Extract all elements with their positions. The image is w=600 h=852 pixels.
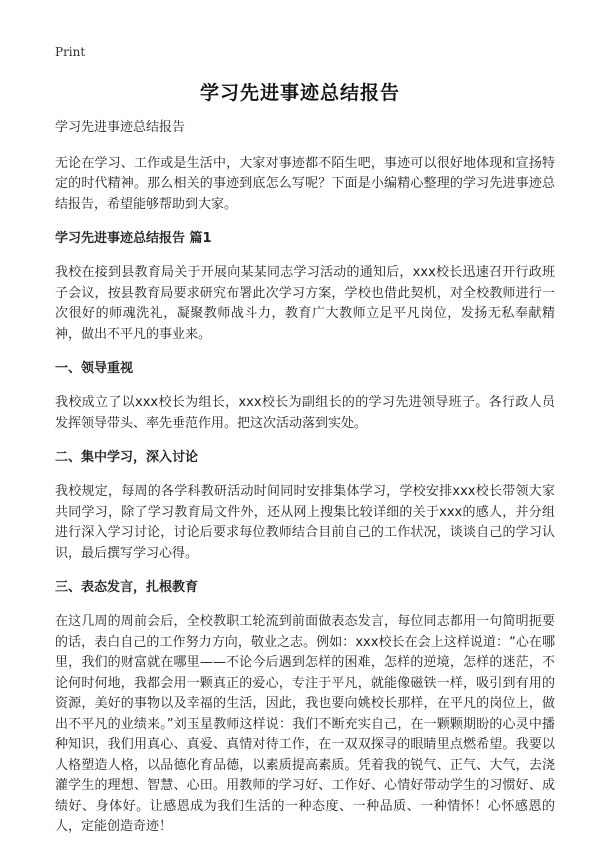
print-link[interactable]: Print — [55, 45, 86, 59]
intro-paragraph: 无论在学习、工作或是生活中，大家对事迹都不陌生吧，事迹可以很好地体现和宣扬特定的时代精神。那么相关的事迹到底怎么写呢？下面是小编精心整理的学习先进事迹总结报告，希望能够帮助到大家。 — [55, 155, 555, 212]
document-subtitle: 学习先进事迹总结报告 — [55, 120, 186, 135]
document-body — [55, 118, 555, 852]
heading-speech: 三、表态发言，扎根教育 — [55, 580, 199, 595]
paragraph-4: 在这几周的周前会后，全校教职工轮流到前面做表态发言，每位同志都用一句简明扼要的话，表白自己的工作努力方向，敬业之志。例如：xxx校长在会上这样说道：“心在哪里，我们的财富就在哪里——不论今后遇到怎样的困难，怎样的逆境，怎样的迷茫，不论何时何地，我都会用一颗真正的爱心，专注于平凡，就能像磁铁一样，吸引到有用的资源，美好的事物以及幸福的生活，因此，我也要向姚校长那样，在平凡的岗位上，做出不平凡的业绩来。”刘玉星教师这样说：我们不断充实自己，在一颗颗期盼的心灵中播种知识，我们用真心、真爱、真情对待工作，在一双双探寻的眼睛里点燃希望。我要以人格塑造人格，以品德化育品德，以素质提高素质。凭着我的锐气、正气、大气，去浇灌学生的理想、智慧、心田。用教师的学习好、工作好、心情好带动学生的习惯好、成绩好、身体好。让感恩成为我们生活的一种态度、一种品质、一种情怀！心怀感恩的人，定能创造奇迹！ — [55, 614, 555, 834]
section-heading: 学习先进事迹总结报告 篇1 — [55, 231, 212, 246]
heading-leadership: 一、领导重视 — [55, 361, 134, 376]
document-title: 学习先进事迹总结报告 — [199, 82, 400, 104]
paragraph-2: 我校成立了以xxx校长为组长，xxx校长为副组长的的学习先进领导班子。各行政人员发挥领导带头、率先垂范作用。把这次活动落到实处。 — [55, 395, 555, 431]
heading-study: 二、集中学习，深入讨论 — [55, 450, 199, 465]
paragraph-3: 我校规定，每周的各学科教研活动时间同时安排集体学习，学校安排xxx校长带领大家共同学习，除了学习教育局文件外，还从网上搜集比较详细的关于xxx的感人，并分组进行深入学习讨论，讨论后要求每位教师结合目前自己的工作状况，谈谈自己的学习认识，最后撰写学习心得。 — [55, 484, 555, 561]
paragraph-1: 我校在接到县教育局关于开展向某某同志学习活动的通知后，xxx校长迅速召开行政班子会议，按县教育局要求研究布署此次学习方案，学校也借此契机，对全校教师进行一次很好的师魂洗礼，凝聚教师战斗力，教育广大教师立足平凡岗位，发扬无私奉献精神，做出不平凡的事业来。 — [55, 265, 555, 342]
